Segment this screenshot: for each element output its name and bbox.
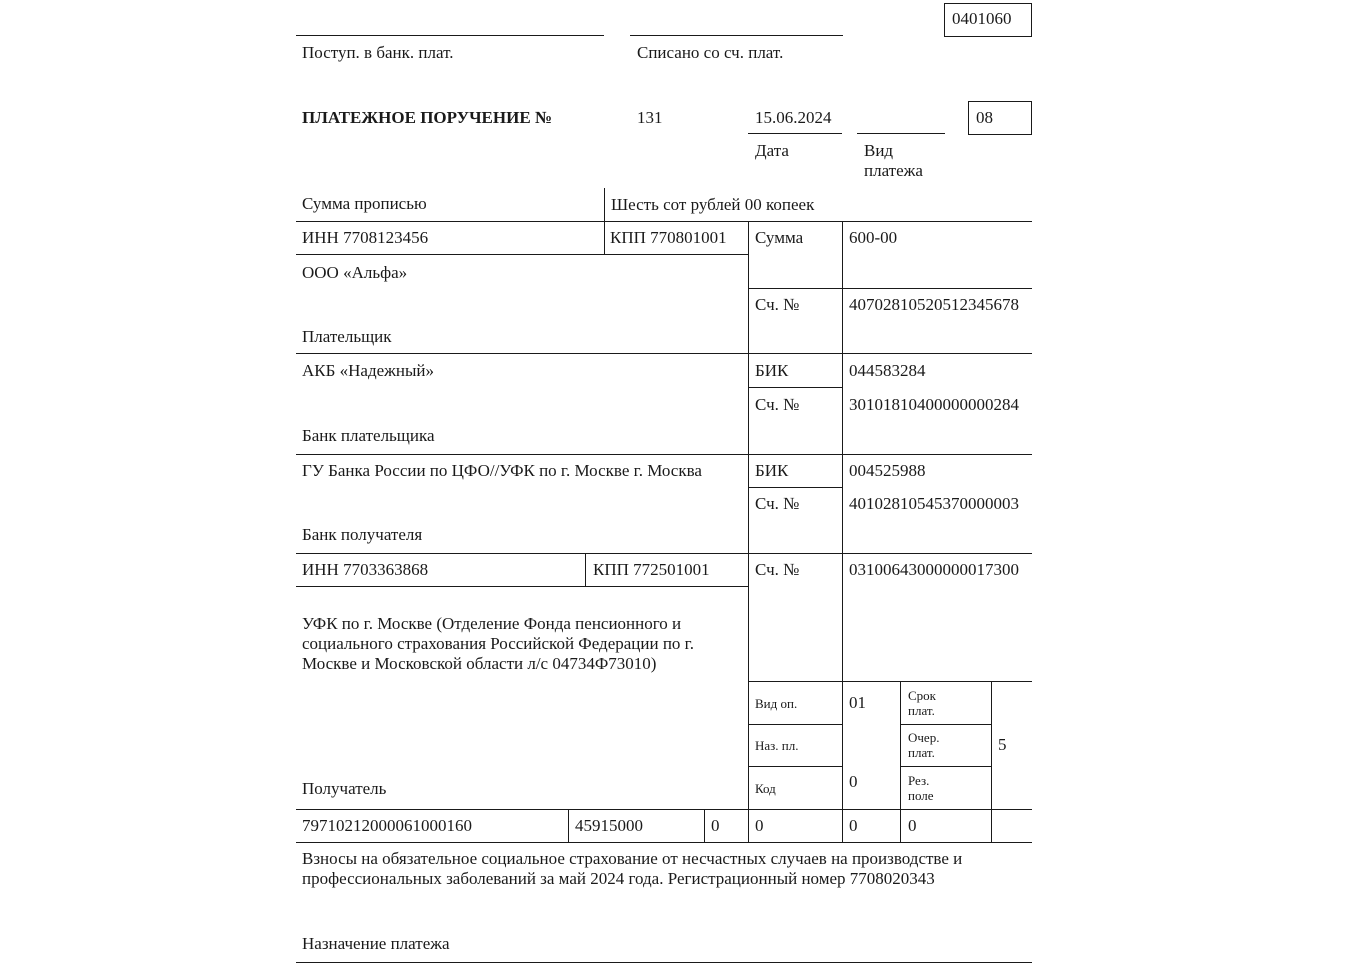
payee-bank-bik-label: БИК	[755, 461, 789, 480]
payer-bank-account: 30101810400000000284	[849, 395, 1019, 414]
grid-line	[296, 809, 1032, 810]
debited-line	[630, 35, 843, 36]
payee-bank-name: ГУ Банка России по ЦФО//УФК по г. Москве г. Москва	[302, 461, 702, 480]
received-line	[296, 35, 604, 36]
code-label: Код	[755, 781, 776, 796]
grid-line	[748, 221, 749, 842]
kbk: 79710212000061000160	[302, 816, 472, 835]
grid-line	[296, 586, 748, 587]
payee-bank-label: Банк получателя	[302, 525, 423, 544]
grid-line	[900, 766, 991, 767]
date-line	[748, 133, 842, 134]
payer-label: Плательщик	[302, 327, 392, 346]
page-title: ПЛАТЕЖНОЕ ПОРУЧЕНИЕ №	[302, 108, 553, 127]
payee-name: УФК по г. Москве (Отделение Фонда пенсионного и социального страхования Российской Федерации по г. Москве и Московской области л/с 04734Ф73010)	[302, 614, 694, 673]
grid-line	[748, 766, 842, 767]
doc-date: 0	[908, 816, 917, 835]
purpose-text: Взносы на обязательное социальное страхование от несчастных случаев на производстве и профессиональных заболеваний за май 2024 года. Регистрационный номер 7708020343	[302, 849, 963, 888]
grid-line	[748, 387, 842, 388]
sum-value: 600-00	[849, 228, 898, 247]
date-label: Дата	[755, 141, 789, 160]
term-label: Срок плат.	[908, 688, 936, 718]
doc-number: 0	[849, 816, 858, 835]
priority-label: Очер. плат.	[908, 730, 940, 760]
order-number: 131	[637, 108, 663, 127]
order-date: 15.06.2024	[755, 108, 832, 127]
payment-type-line	[857, 133, 945, 134]
grid-line	[296, 353, 1032, 354]
form-code: 0401060	[952, 9, 1012, 28]
payer-bank-name: АКБ «Надежный»	[302, 361, 435, 380]
oktmo: 45915000	[575, 816, 643, 835]
grid-line	[748, 288, 1032, 289]
sum-label: Сумма	[755, 228, 804, 247]
amount-words-value: Шесть сот рублей 00 копеек	[611, 195, 815, 214]
payee-account: 03100643000000017300	[849, 560, 1019, 579]
payer-bank-label: Банк плательщика	[302, 426, 435, 445]
op-type-label: Вид оп.	[755, 696, 798, 711]
period: 0	[755, 816, 764, 835]
grid-line	[296, 962, 1032, 963]
purpose-label: Назначение платежа	[302, 934, 450, 953]
grid-line	[748, 487, 842, 488]
payer-kpp: КПП 770801001	[610, 228, 727, 247]
op-type: 01	[849, 693, 866, 712]
code-value: 0	[849, 772, 858, 791]
grid-line	[296, 221, 1032, 222]
grid-line	[704, 809, 705, 842]
grid-line	[296, 553, 1032, 554]
grid-line	[900, 681, 901, 842]
payment-type-label: Вид платежа	[864, 141, 923, 180]
payee-bank-account-label: Сч. №	[755, 494, 800, 513]
status-code: 08	[976, 108, 993, 127]
reserve-label: Рез. поле	[908, 773, 934, 803]
grid-line	[296, 842, 1032, 843]
payer-name: ООО «Альфа»	[302, 263, 408, 282]
payee-bank-bik: 004525988	[849, 461, 926, 480]
purpose-type-label: Наз. пл.	[755, 738, 799, 753]
payer-bank-bik: 044583284	[849, 361, 926, 380]
priority-value: 5	[998, 735, 1007, 754]
grid-line	[748, 724, 842, 725]
payer-bank-account-label: Сч. №	[755, 395, 800, 414]
payer-inn: ИНН 7708123456	[302, 228, 429, 247]
grid-line	[296, 454, 1032, 455]
payee-kpp: КПП 772501001	[593, 560, 710, 579]
grid-line	[900, 724, 991, 725]
payer-account-label: Сч. №	[755, 295, 800, 314]
basis: 0	[711, 816, 720, 835]
grid-line	[748, 681, 1032, 682]
received-label: Поступ. в банк. плат.	[302, 43, 454, 62]
payee-label: Получатель	[302, 779, 387, 798]
grid-line	[296, 254, 748, 255]
grid-line	[991, 681, 992, 842]
payee-inn: ИНН 7703363868	[302, 560, 429, 579]
grid-line	[604, 221, 605, 254]
grid-line	[585, 553, 586, 586]
payer-bank-bik-label: БИК	[755, 361, 789, 380]
debited-label: Списано со сч. плат.	[637, 43, 784, 62]
payer-account: 40702810520512345678	[849, 295, 1019, 314]
payee-account-label: Сч. №	[755, 560, 800, 579]
grid-line	[842, 221, 843, 842]
amount-words-label: Сумма прописью	[302, 194, 427, 213]
grid-line	[568, 809, 569, 842]
payee-bank-account: 40102810545370000003	[849, 494, 1019, 513]
